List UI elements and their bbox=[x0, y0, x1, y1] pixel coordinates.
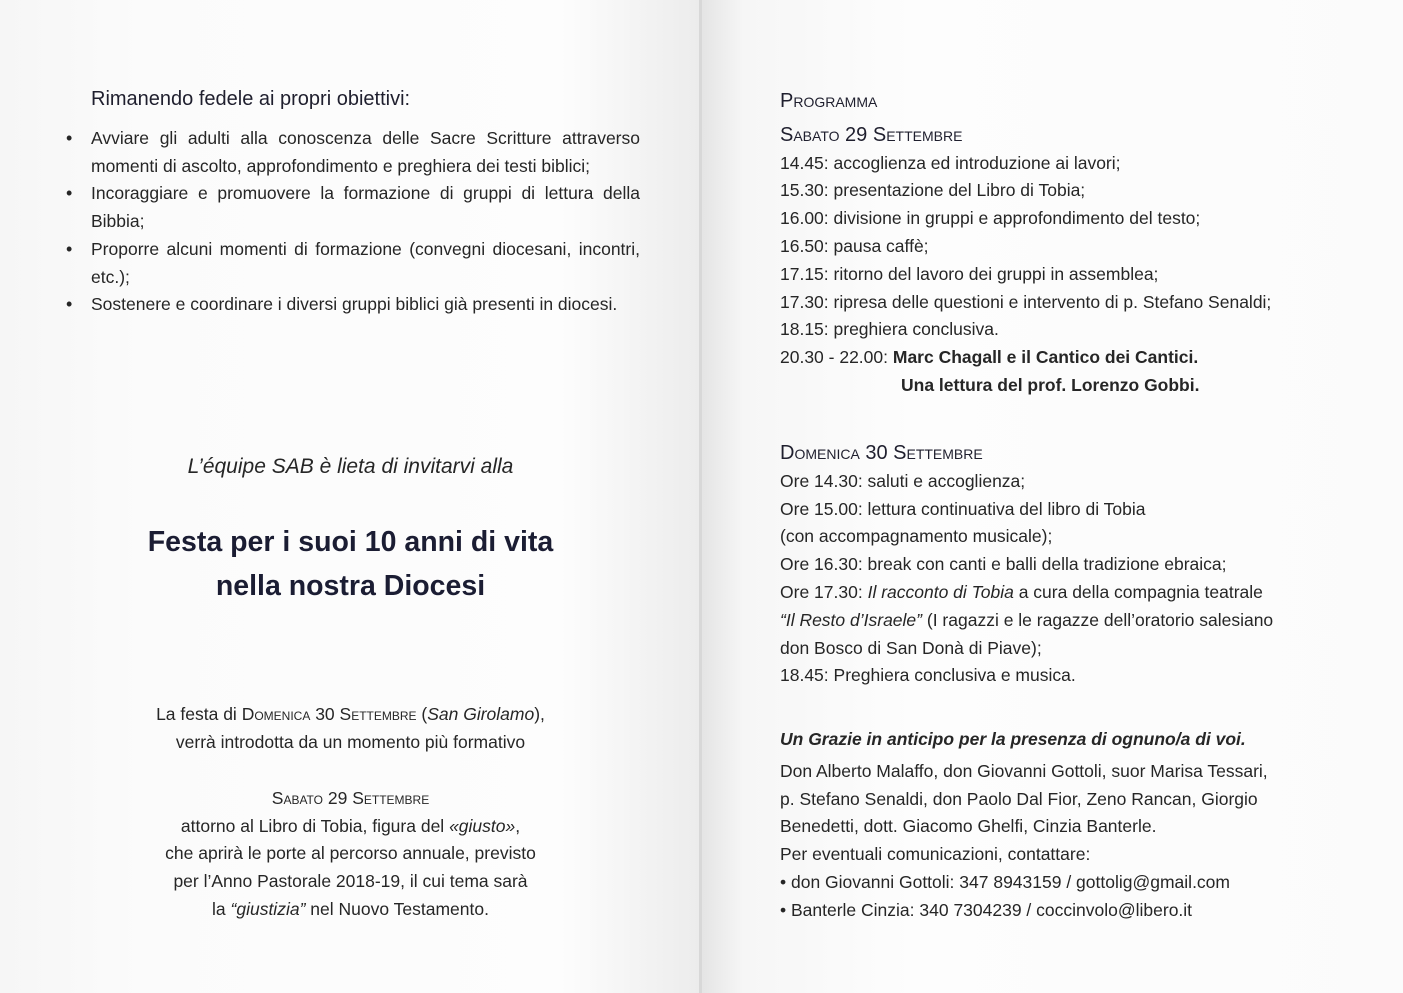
programma-section bbox=[780, 88, 1340, 400]
evening-subtitle: Una lettura del prof. Lorenzo Gobbi. bbox=[901, 374, 1200, 395]
contact-item: • don Giovanni Gottoli: 347 8943159 / gottolig@gmail.com bbox=[780, 871, 1230, 892]
schedule-item: Ore 16.30: break con canti e balli della tradizione ebraica; bbox=[780, 554, 1227, 575]
thanks-text: Un Grazie in anticipo per la presenza di ognuno/a di voi. bbox=[780, 729, 1246, 749]
domenica-heading: Domenica 30 Settembre bbox=[780, 442, 983, 464]
sabato-heading-left: Sabato 29 Settembre bbox=[271, 788, 430, 808]
event-title-line2: nella nostra Diocesi bbox=[215, 570, 486, 602]
festa-saint: San Girolamo bbox=[427, 704, 535, 724]
invite-text: L’équipe SAB è lieta di invitarvi alla bbox=[187, 455, 514, 478]
event-title bbox=[0, 520, 701, 608]
contacts-heading: Per eventuali comunicazioni, contattare: bbox=[780, 844, 1091, 865]
festa-day: Domenica 30 Settembre bbox=[241, 704, 417, 724]
objectives-list bbox=[66, 125, 640, 319]
organizers-line: Don Alberto Malaffo, don Giovanni Gottoli, suor Marisa Tessari, bbox=[780, 760, 1268, 781]
schedule-item: 17.15: ritorno del lavoro dei gruppi in assemblea; bbox=[780, 263, 1159, 284]
objective-item: • Avviare gli adulti alla conoscenza delle Sacre Scritture attraverso momenti di ascolto, approfondimento e preghiera dei testi biblici; bbox=[66, 125, 640, 180]
festa-line1: La festa di Domenica 30 Settembre (San Girolamo), bbox=[156, 704, 545, 724]
schedule-item: 16.50: pausa caffè; bbox=[780, 235, 929, 256]
objective-item: • Proporre alcuni momenti di formazione (convegni diocesani, incontri, etc.); bbox=[66, 236, 640, 291]
schedule-item: 17.30: ripresa delle questioni e intervento di p. Stefano Senaldi; bbox=[780, 291, 1272, 312]
sabato-line2: che aprirà le porte al percorso annuale, previsto bbox=[165, 843, 536, 864]
schedule-item: 18.45: Preghiera conclusiva e musica. bbox=[780, 665, 1076, 686]
schedule-item: Ore 14.30: saluti e accoglienza; bbox=[780, 470, 1026, 491]
objectives-heading: Rimanendo fedele ai propri obiettivi: bbox=[91, 88, 411, 110]
objective-item: • Incoraggiare e promuovere la formazione di gruppi di lettura della Bibbia; bbox=[66, 180, 640, 235]
sabato-heading: Sabato 29 Settembre bbox=[780, 123, 963, 146]
schedule-item: Ore 17.30: Il racconto di Tobia a cura della compagnia teatrale bbox=[780, 581, 1263, 602]
organizers-line: p. Stefano Senaldi, don Paolo Dal Fior, Zeno Rancan, Giorgio bbox=[780, 788, 1258, 809]
sabato-line4: la “giustizia” nel Nuovo Testamento. bbox=[212, 898, 489, 919]
evening-event: 20.30 - 22.00: Marc Chagall e il Cantico dei Cantici. bbox=[780, 347, 1199, 368]
festa-description bbox=[0, 701, 701, 756]
schedule-item: “Il Resto d’Israele” (I ragazzi e le ragazze dell’oratorio salesiano bbox=[780, 609, 1274, 630]
objective-item: • Sostenere e coordinare i diversi gruppi biblici già presenti in diocesi. bbox=[66, 291, 640, 319]
sabato-line3: per l’Anno Pastorale 2018-19, il cui tema sarà bbox=[173, 871, 528, 892]
schedule-item: 14.45: accoglienza ed introduzione ai lavori; bbox=[780, 152, 1121, 173]
schedule-item: (con accompagnamento musicale); bbox=[780, 526, 1053, 547]
programma-heading: Programma bbox=[780, 90, 878, 112]
schedule-item: don Bosco di San Donà di Piave); bbox=[780, 637, 1042, 658]
contact-item: • Banterle Cinzia: 340 7304239 / coccinvolo@libero.it bbox=[780, 899, 1193, 920]
organizers-line: Benedetti, dott. Giacomo Ghelfi, Cinzia Banterle. bbox=[780, 816, 1157, 837]
credits-section bbox=[780, 726, 1340, 925]
schedule-item: 18.15: preghiera conclusiva. bbox=[780, 319, 999, 340]
schedule-item: Ore 15.00: lettura continuativa del libro di Tobia bbox=[780, 498, 1146, 519]
schedule-item: 15.30: presentazione del Libro di Tobia; bbox=[780, 180, 1086, 201]
domenica-section bbox=[780, 440, 1340, 690]
event-title-line1: Festa per i suoi 10 anni di vita bbox=[147, 526, 554, 558]
sabato-line1: attorno al Libro di Tobia, figura del «giusto», bbox=[180, 815, 521, 836]
festa-line2: verrà introdotta da un momento più formativo bbox=[175, 731, 526, 752]
sabato-description bbox=[0, 785, 701, 924]
schedule-item: 16.00: divisione in gruppi e approfondimento del testo; bbox=[780, 208, 1201, 229]
